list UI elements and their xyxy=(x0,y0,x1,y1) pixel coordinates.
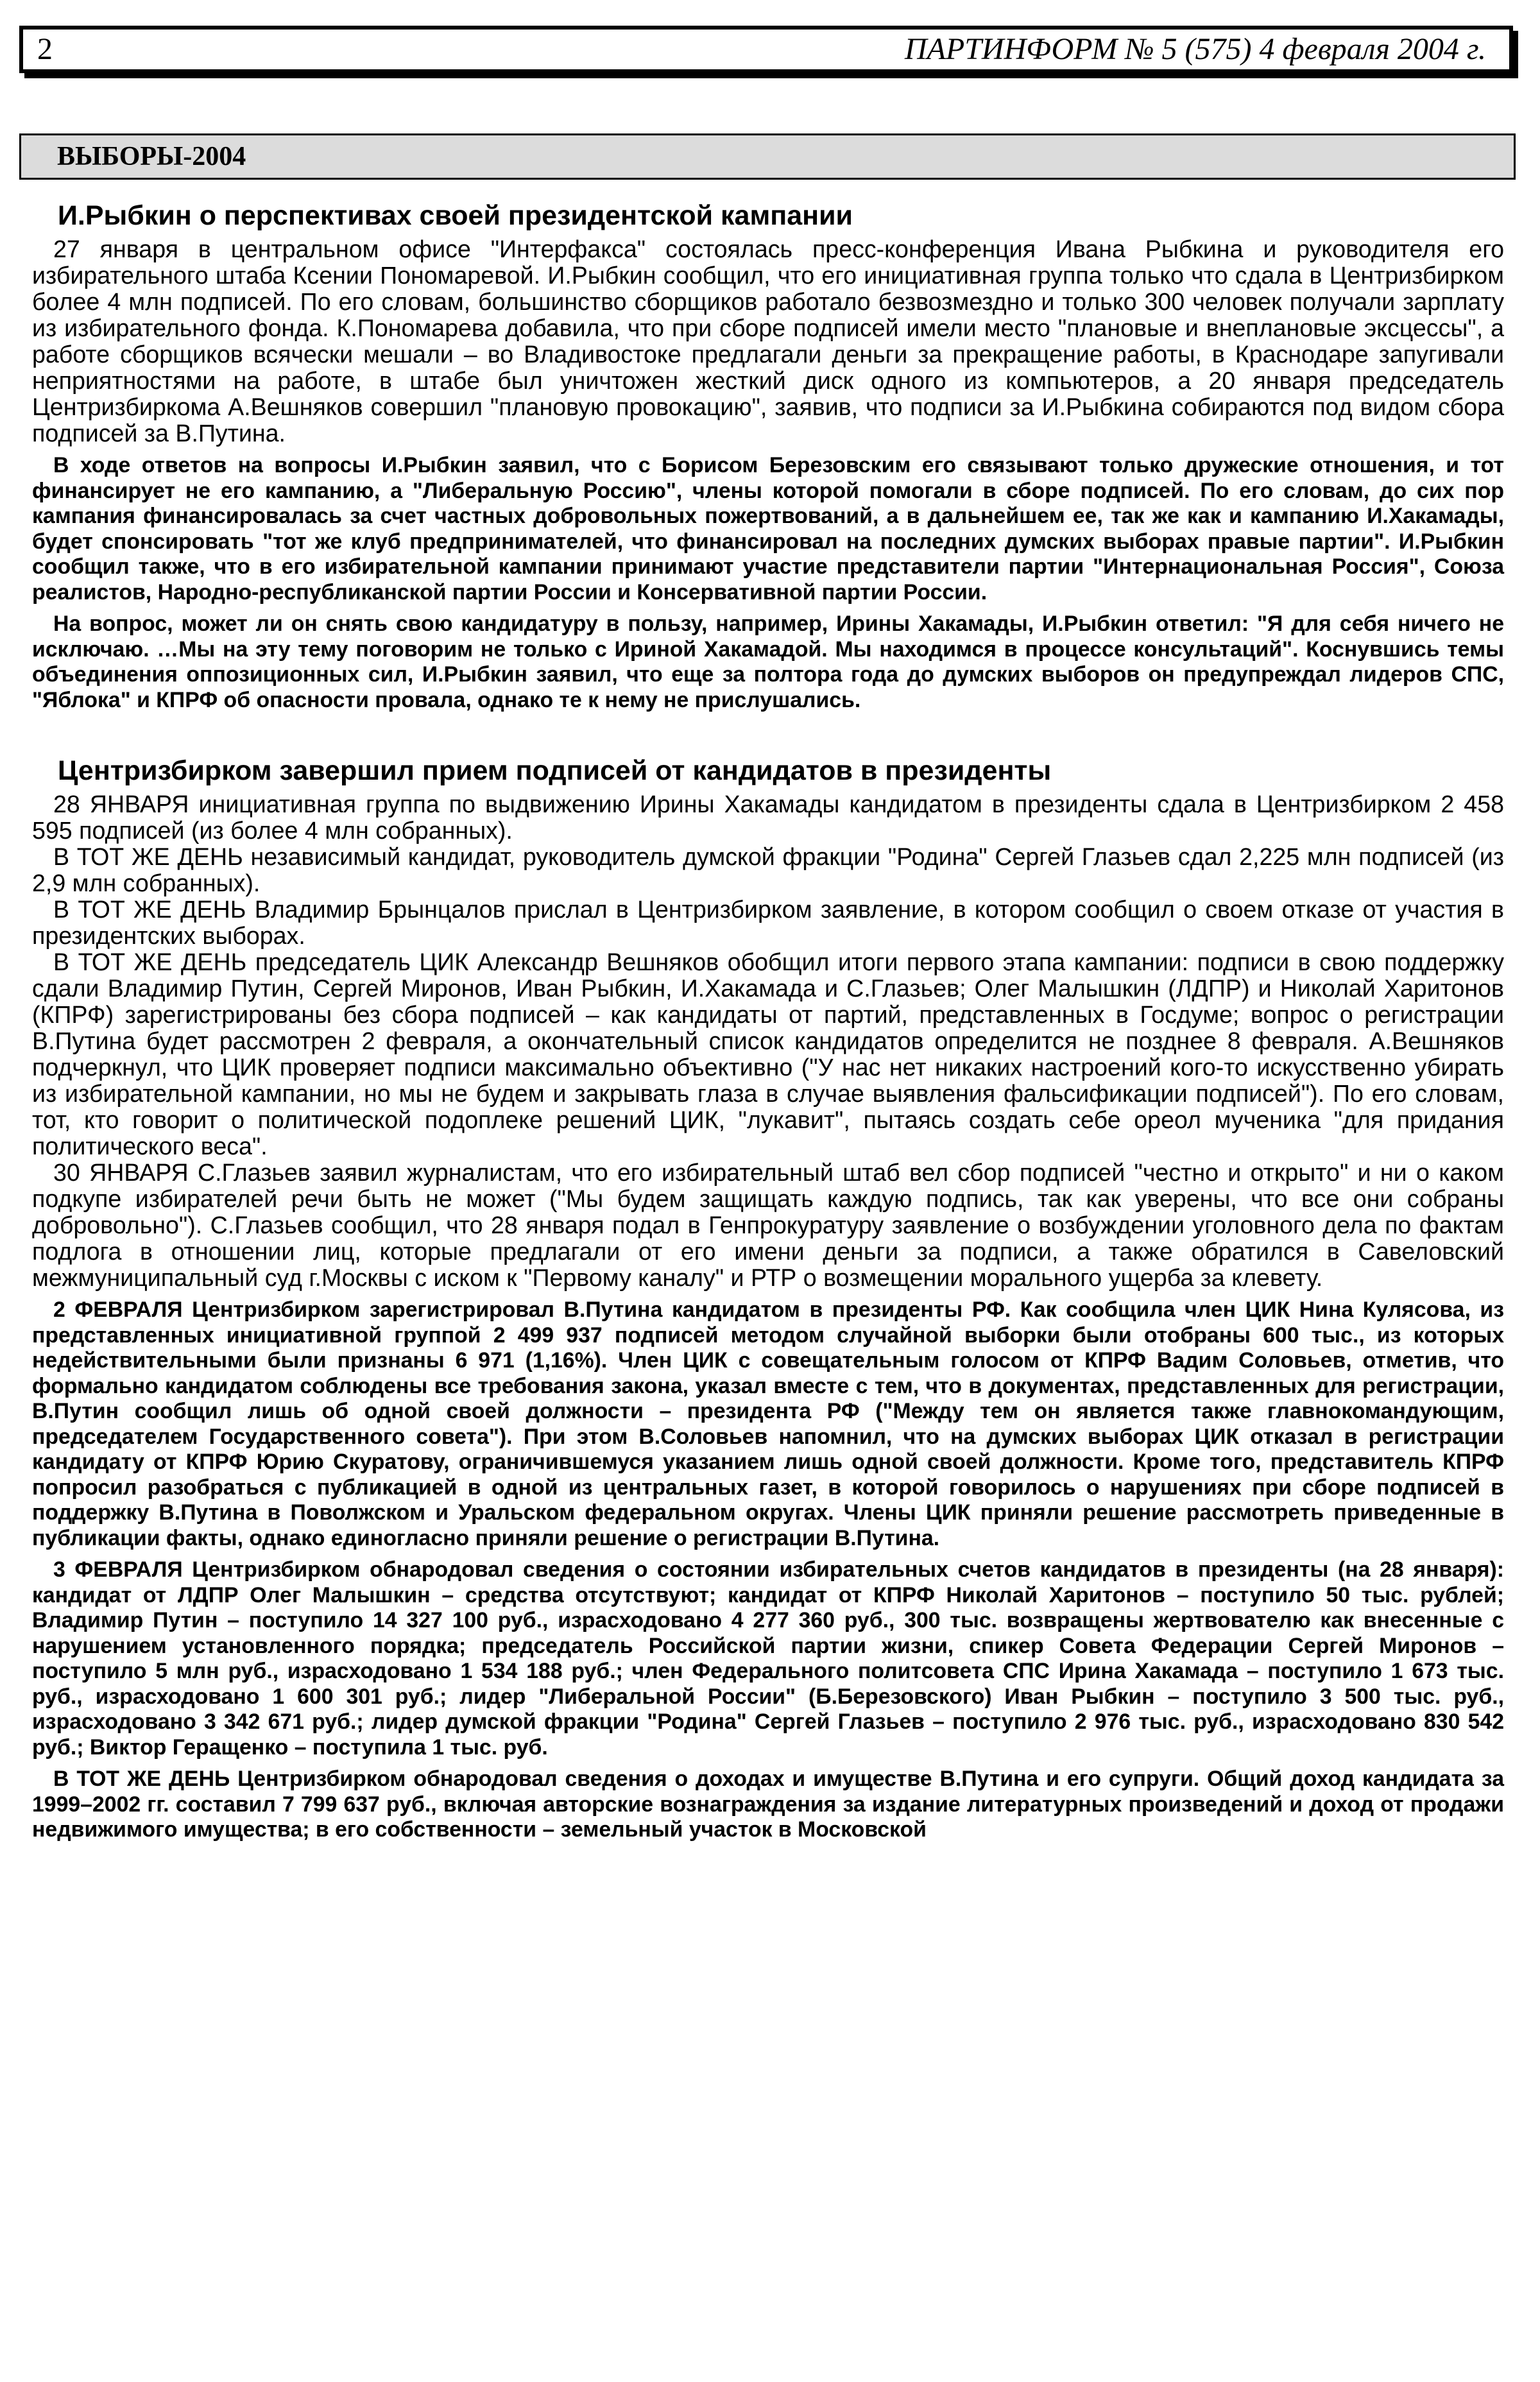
article-headline: Центризбирком завершил прием подписей от кандидатов в президенты xyxy=(58,755,1052,786)
article-paragraph-bold: 2 ФЕВРАЛЯ Центризбирком зарегистрировал В.Путина кандидатом в президенты РФ. Как сообщила член ЦИК Нина Кулясова, из представленных инициативной группой 2 499 937 подписей методом случайной выборки были отобраны 600 тыс., из которых недействительными были признаны 6 971 (1,16%). Член ЦИК с совещательным голосом от КПРФ Вадим Соловьев, отметив, что формально кандидатом соблюдены все требования закона, указал вместе с тем, что в документах, представленных для регистрации, В.Путин сообщил лишь об одной своей должности – президента РФ ("Между тем он является также главнокомандующим, председателем Государственного совета"). При этом В.Соловьев напомнил, что на думских выборах ЦИК отказал в регистрации кандидату от КПРФ Юрию Скуратову, ограничившемуся указанием лишь одной своей должности. Кроме того, представитель КПРФ попросил разобраться с публикацией в одной из центральных газет, в которой говорилось о нарушениях при сборе подписей в поддержку В.Путина в Поволжском и Уральском федеральном округах. Члены ЦИК приняли решение рассмотреть приведенные в публикации факты, однако единогласно приняли решение о регистрации В.Путина. xyxy=(32,1298,1504,1550)
article-paragraph-bold: В ТОТ ЖЕ ДЕНЬ Центризбирком обнародовал сведения о доходах и имуществе В.Путина и его супруги. Общий доход кандидата за 1999–2002 гг. составил 7 799 637 руб., включая авторские вознаграждения за издание литературных произведений и доход от продажи недвижимого имущества; в его собственности – земельный участок в Московской xyxy=(32,1767,1504,1842)
article-paragraph: 30 ЯНВАРЯ С.Глазьев заявил журналистам, что его избирательный штаб вел сбор подписей "честно и открыто" и ни о каком подкупе избирателей речи быть не может ("Мы будем защищать каждую подпись, так как уверены, что все они собраны добровольно"). С.Глазьев сообщил, что 28 января подал в Генпрокуратуру заявление о возбуждении уголовного дела по фактам подлога в отношении лиц, которые предлагали от его имени деньги за подписи, а также обратился в Савеловский межмуниципальный суд г.Москвы с иском к "Первому каналу" и РТР о возмещении морального ущерба за клевету. xyxy=(32,1159,1504,1291)
article-paragraph: 27 января в центральном офисе "Интерфакса" состоялась пресс-конференция Ивана Рыбкина и руководителя его избирательного штаба Ксении Пономаревой. И.Рыбкин сообщил, что его инициативная группа только что сдала в Центризбирком более 4 млн подписей. По его словам, большинство сборщиков работало безвозмездно и только 300 человек получали зарплату из избирательного фонда. К.Пономарева добавила, что при сборе подписей имели место "плановые и внеплановые эксцессы", а работе сборщиков всячески мешали – во Владивостоке предлагали деньги за прекращение работы, в Краснодаре запугивали неприятностями на работе, в штабе был уничтожен жесткий диск одного из компьютеров, а 20 января председатель Центризбиркома А.Вешняков совершил "плановую провокацию", заявив, что подписи за И.Рыбкина собираются под видом сбора подписей за В.Путина. xyxy=(32,236,1504,447)
article-content xyxy=(32,198,1504,1843)
article-headline: И.Рыбкин о перспективах своей президентской кампании xyxy=(58,200,853,231)
section-title: ВЫБОРЫ-2004 xyxy=(57,142,246,171)
issue-info: ПАРТИНФОРМ № 5 (575) 4 февраля 2004 г. xyxy=(904,32,1486,66)
article-paragraph: В ТОТ ЖЕ ДЕНЬ независимый кандидат, руководитель думской фракции "Родина" Сергей Глазьев сдал 2,225 млн подписей (из 2,9 млн собранных). xyxy=(32,843,1504,896)
article-paragraph: В ТОТ ЖЕ ДЕНЬ председатель ЦИК Александр Вешняков обобщил итоги первого этапа кампании: подписи в свою поддержку сдали Владимир Путин, Сергей Миронов, Иван Рыбкин, И.Хакамада и С.Глазьев; Олег Малышкин (ЛДПР) и Николай Харитонов (КПРФ) зарегистрированы без сбора подписей – как кандидаты от партий, представленных в Госдуме; вопрос о регистрации В.Путина будет рассмотрен 2 февраля, а окончательный список кандидатов определится не позднее 8 февраля. А.Вешняков подчеркнул, что ЦИК проверяет подписи максимально объективно ("У нас нет никаких настроений кого-то искусственно убирать из избирательной кампании, но мы не будем и закрывать глаза в случае выявления фальсификации подписей"). По его словам, тот, кто говорит о политической подоплеке решений ЦИК, "лукавит", пытаясь создать себе ореол мученика "для придания политического веса". xyxy=(32,948,1504,1160)
page-number: 2 xyxy=(37,32,53,66)
article-paragraph: 28 ЯНВАРЯ инициативная группа по выдвижению Ирины Хакамады кандидатом в президенты сдала в Центризбирком 2 458 595 подписей (из более 4 млн собранных). xyxy=(32,791,1504,844)
article-paragraph-bold: 3 ФЕВРАЛЯ Центризбирком обнародовал сведения о состоянии избирательных счетов кандидатов в президенты (на 28 января): кандидат от ЛДПР Олег Малышкин – средства отсутствуют; кандидат от КПРФ Николай Харитонов – поступило 50 тыс. рублей; Владимир Путин – поступило 14 327 100 руб., израсходовано 4 277 360 руб., 300 тыс. возвращены жертвователю как внесенные с нарушением установленного порядка; председатель Российской партии жизни, спикер Совета Федерации Сергей Миронов – поступило 5 млн руб., израсходовано 1 534 188 руб.; член Федерального политсовета СПС Ирина Хакамада – поступило 1 673 тыс. руб., израсходовано 1 600 301 руб.; лидер "Либеральной России" (Б.Березовского) Иван Рыбкин – поступило 3 500 тыс. руб., израсходовано 3 342 671 руб.; лидер думской фракции "Родина" Сергей Глазьев – поступило 2 976 тыс. руб., израсходовано 830 542 руб.; Виктор Геращенко – поступила 1 тыс. руб. xyxy=(32,1557,1504,1760)
section-bar xyxy=(19,133,1516,180)
article-paragraph-bold: На вопрос, может ли он снять свою кандидатуру в пользу, например, Ирины Хакамады, И.Рыбкин ответил: "Я для себя ничего не исключаю. …Мы на эту тему поговорим не только с Ириной Хакамадой. Мы находимся в процессе консультаций". Коснувшись темы объединения оппозиционных сил, И.Рыбкин заявил, что еще за полтора года до думских выборов он предупреждал лидеров СПС, "Яблока" и КПРФ об опасности провала, однако те к нему не прислушались. xyxy=(32,612,1504,712)
article-divider xyxy=(32,713,1504,753)
article-paragraph-bold: В ходе ответов на вопросы И.Рыбкин заявил, что с Борисом Березовским его связывают только дружеские отношения, и тот финансирует не его кампанию, а "Либеральную Россию", члены которой помогали в сборе подписей. По его словам, до сих пор кампания финансировалась за счет частных добровольных пожертвований, а в дальнейшем ее, так же как и кампанию И.Хакамады, будет спонсировать "тот же клуб предпринимателей, что финансировал на последних думских выборах правые партии". И.Рыбкин сообщил также, что в его избирательной кампании принимают участие представители партии "Интернациональная Россия", Союза реалистов, Народно-республиканской партии России и Консервативной партии России. xyxy=(32,453,1504,604)
article-paragraph: В ТОТ ЖЕ ДЕНЬ Владимир Брынцалов прислал в Центризбирком заявление, в котором сообщил о своем отказе от участия в президентских выборах. xyxy=(32,896,1504,949)
page-header xyxy=(19,26,1513,73)
